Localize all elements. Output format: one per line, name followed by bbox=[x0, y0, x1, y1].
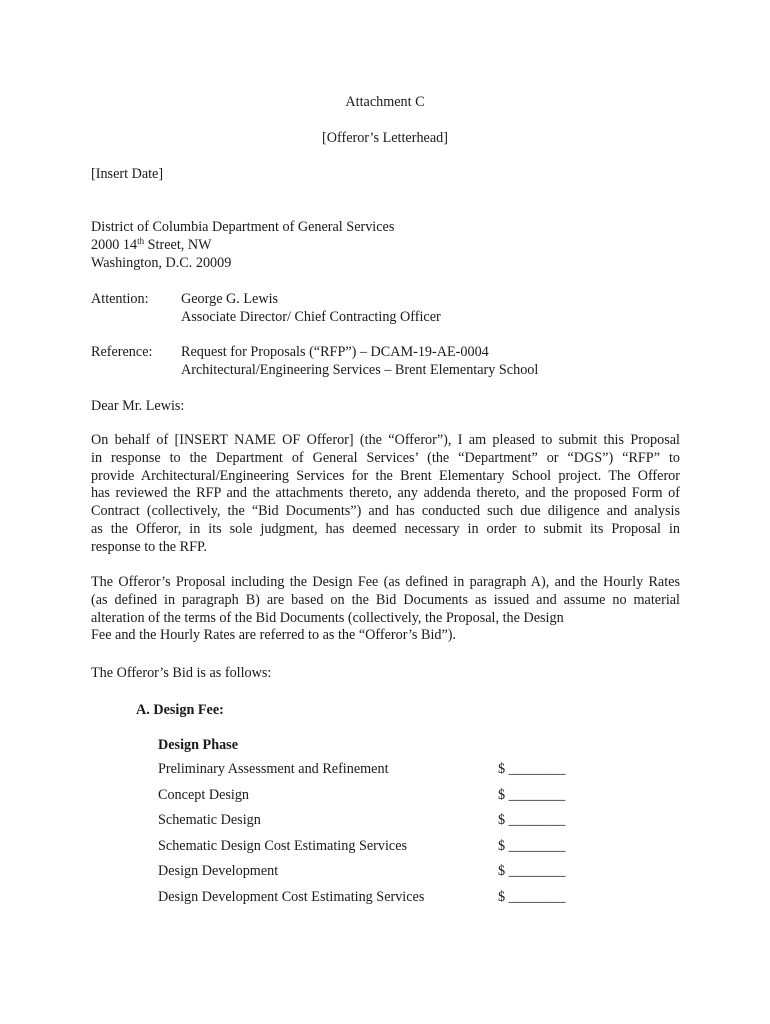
reference-label: Reference: bbox=[91, 344, 153, 360]
paragraph-2-line: (as defined in paragraph B) are based on the Bid Documents as issued and assume no material bbox=[91, 591, 680, 608]
fee-label: Concept Design bbox=[158, 787, 250, 803]
paragraph-1-line: has reviewed the RFP and the attachments thereto, any addenda thereto, and the proposed Form of bbox=[91, 485, 680, 502]
fee-amount-blank[interactable]: $ ________ bbox=[498, 863, 566, 879]
date-placeholder: [Insert Date] bbox=[91, 166, 164, 182]
fee-amount-blank[interactable]: $ ________ bbox=[498, 787, 566, 803]
fee-label: Schematic Design Cost Estimating Services bbox=[158, 838, 408, 854]
reference-line-2: Architectural/Engineering Services – Brent Elementary School bbox=[181, 362, 539, 378]
street-name: Street, NW bbox=[144, 237, 212, 253]
paragraph-1-line: in response to the Department of General Services’ (the “Department” or “DGS”) “RFP” to bbox=[91, 449, 680, 466]
street-suffix: th bbox=[137, 236, 145, 246]
design-phase-heading: Design Phase bbox=[158, 737, 239, 753]
fee-row bbox=[158, 889, 578, 907]
bid-intro: The Offeror’s Bid is as follows: bbox=[91, 665, 272, 681]
paragraph-1-line: On behalf of [INSERT NAME OF Offeror] (the “Offeror”), I am pleased to submit this Proposal bbox=[91, 432, 680, 448]
street-number: 2000 14 bbox=[91, 237, 138, 253]
fee-row bbox=[158, 863, 578, 881]
address-line-1: District of Columbia Department of General Services bbox=[91, 219, 395, 235]
reference-line-1: Request for Proposals (“RFP”) – DCAM-19-AE-0004 bbox=[181, 344, 489, 360]
paragraph-2-line: Fee and the Hourly Rates are referred to as the “Offeror’s Bid”). bbox=[91, 627, 457, 644]
fee-label: Schematic Design bbox=[158, 812, 261, 828]
address-line-2 bbox=[91, 236, 212, 254]
fee-row bbox=[158, 787, 578, 805]
salutation: Dear Mr. Lewis: bbox=[91, 398, 185, 414]
address-line-3: Washington, D.C. 20009 bbox=[91, 255, 232, 271]
fee-label: Design Development bbox=[158, 863, 279, 879]
paragraph-1-line: provide Architectural/Engineering Services for the Brent Elementary School project. The Offeror bbox=[91, 467, 680, 484]
fee-amount-blank[interactable]: $ ________ bbox=[498, 812, 566, 828]
fee-row bbox=[158, 838, 578, 856]
fee-amount-blank[interactable]: $ ________ bbox=[498, 761, 566, 777]
paragraph-2-line: alteration of the terms of the Bid Documents (collectively, the Proposal, the Design bbox=[91, 609, 564, 626]
fee-label: Preliminary Assessment and Refinement bbox=[158, 761, 389, 777]
paragraph-1 bbox=[91, 432, 680, 557]
fee-row bbox=[158, 812, 578, 830]
attachment-title: Attachment C bbox=[345, 94, 425, 110]
fee-amount-blank[interactable]: $ ________ bbox=[498, 838, 566, 854]
paragraph-1-line: Contract (collectively, the “Bid Documents”) and has conducted such due diligence and analysis bbox=[91, 503, 680, 520]
section-a-heading: A. Design Fee: bbox=[136, 702, 224, 718]
attention-name: George G. Lewis bbox=[181, 291, 279, 307]
paragraph-1-line: as the Offeror, in its sole judgment, has deemed necessary in order to submit its Proposal in bbox=[91, 520, 680, 537]
paragraph-2 bbox=[91, 574, 680, 645]
fee-amount-blank[interactable]: $ ________ bbox=[498, 889, 566, 905]
fee-label: Design Development Cost Estimating Services bbox=[158, 889, 425, 905]
letterhead-placeholder: [Offeror’s Letterhead] bbox=[322, 130, 448, 146]
paragraph-2-line: The Offeror’s Proposal including the Design Fee (as defined in paragraph A), and the Hourly Rates bbox=[91, 574, 680, 590]
attention-label: Attention: bbox=[91, 291, 149, 307]
fee-row bbox=[158, 761, 578, 779]
paragraph-1-line: response to the RFP. bbox=[91, 538, 207, 555]
attention-title: Associate Director/ Chief Contracting Officer bbox=[181, 309, 441, 325]
